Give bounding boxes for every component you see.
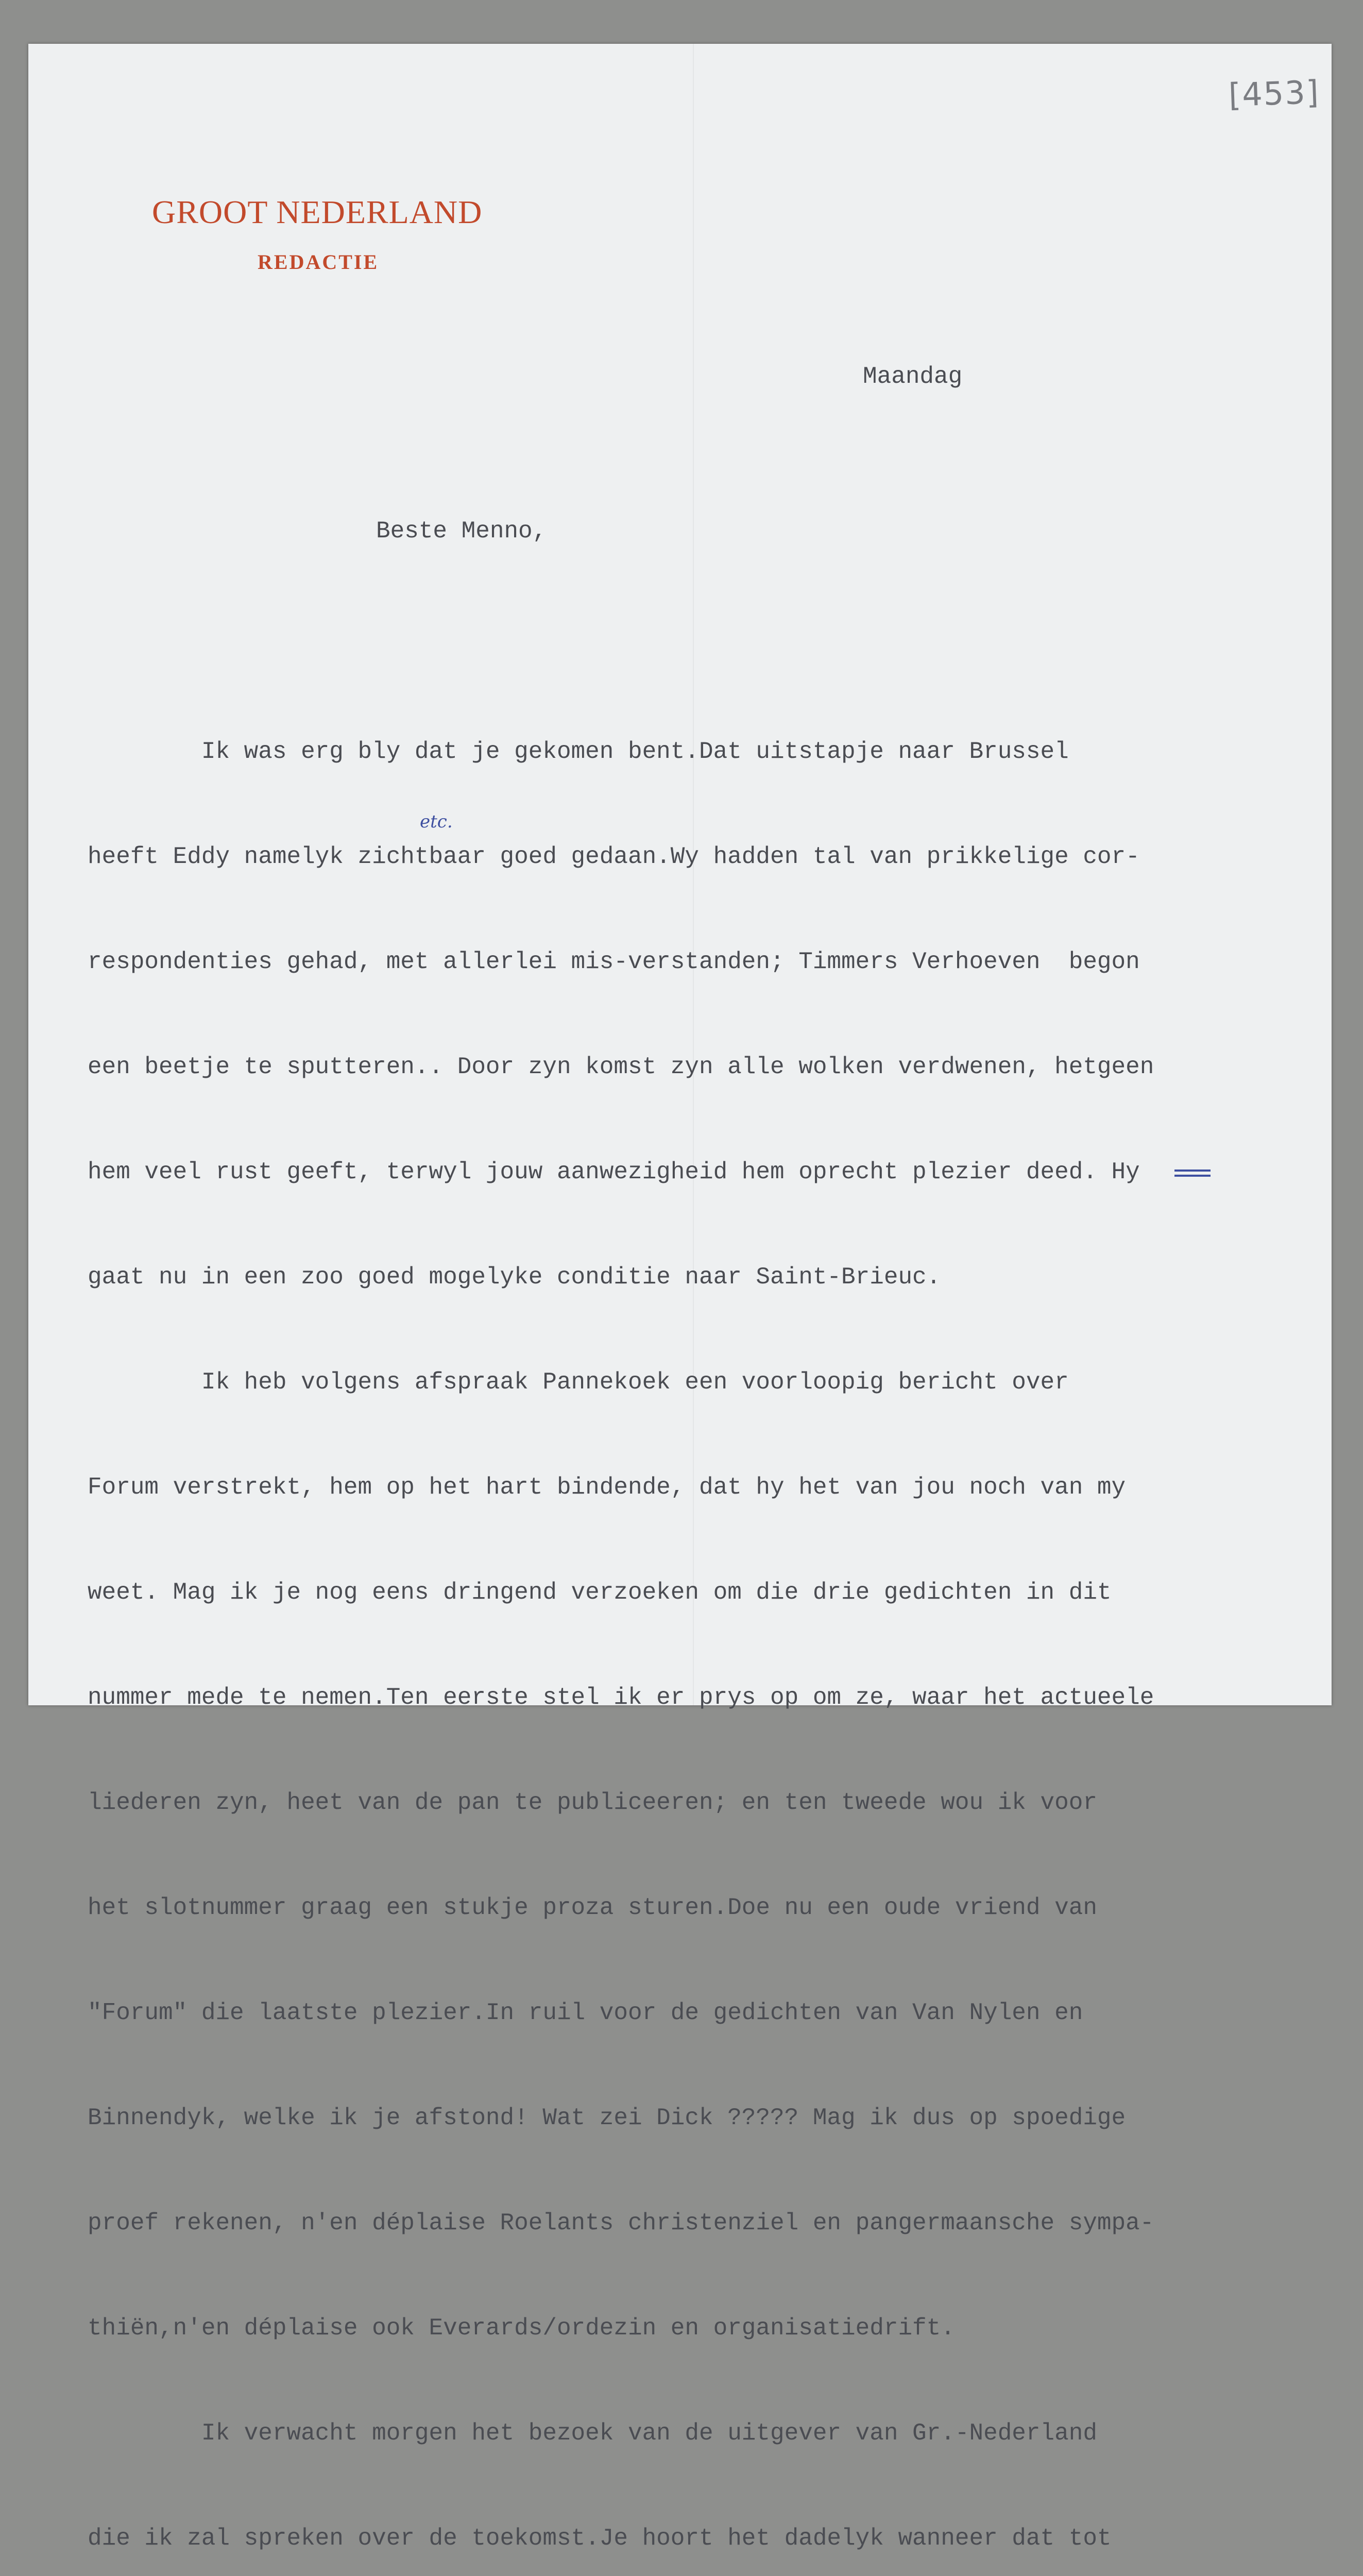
body-line: die ik zal spreken over de toekomst.Je hoort het dadelyk wanneer dat tot — [88, 2525, 1112, 2552]
body-line: hem veel rust geeft, terwyl jouw aanwezigheid hem oprecht plezier deed. Hy — [88, 1159, 1140, 1185]
body-line: Ik verwacht morgen het bezoek van de uitgever van Gr.-Nederland — [88, 2420, 1097, 2447]
letter-date: Maandag — [863, 363, 963, 390]
letterhead-subtitle: REDACTIE — [258, 250, 379, 274]
body-line: Binnendyk, welke ik je afstond! Wat zei Dick ????? Mag ik dus op spoedige — [88, 2105, 1126, 2131]
body-line: heeft Eddy namelyk zichtbaar goed gedaan.Wy hadden tal van prikkelige cor- — [88, 843, 1140, 870]
body-line: thiën,n'en déplaise ook Everards/ordezin en organisatiedrift. — [88, 2315, 955, 2342]
body-line: liederen zyn, heet van de pan te publiceeren; en ten tweede wou ik voor — [88, 1789, 1097, 1816]
handwritten-annotation: etc. — [420, 811, 453, 832]
body-line: respondenties gehad, met allerlei mis-verstanden; Timmers Verhoeven begon — [88, 948, 1140, 975]
letterhead-title: GROOT NEDERLAND — [152, 194, 483, 230]
body-line: proef rekenen, n'en déplaise Roelants christenziel en pangermaansche sympa- — [88, 2210, 1154, 2236]
body-line: Ik heb volgens afspraak Pannekoek een voorloopig bericht over — [88, 1369, 1069, 1396]
body-line: gaat nu in een zoo goed mogelyke conditie naar Saint-Brieuc. — [88, 1264, 941, 1291]
archive-number: [453] — [1228, 73, 1320, 114]
body-line: nummer mede te nemen.Ten eerste stel ik er prys op om ze, waar het actueele — [88, 1684, 1154, 1711]
body-line: Forum verstrekt, hem op het hart bindende, dat hy het van jou noch van my — [88, 1474, 1126, 1501]
body-line: een beetje te sputteren.. Door zyn komst zyn alle wolken verdwenen, hetgeen — [88, 1054, 1154, 1080]
ink-underline — [1174, 1170, 1211, 1172]
letter-body — [88, 672, 1154, 2576]
body-line: Ik was erg bly dat je gekomen bent.Dat uitstapje naar Brussel — [88, 738, 1069, 765]
ink-underline — [1174, 1175, 1211, 1177]
letter-sheet — [28, 44, 1332, 2552]
body-line: het slotnummer graag een stukje proza sturen.Doe nu een oude vriend van — [88, 1894, 1097, 1921]
salutation: Beste Menno, — [376, 518, 547, 545]
body-line: "Forum" die laatste plezier.In ruil voor de gedichten van Van Nylen en — [88, 1999, 1083, 2026]
body-line: weet. Mag ik je nog eens dringend verzoeken om die drie gedichten in dit — [88, 1579, 1112, 1606]
